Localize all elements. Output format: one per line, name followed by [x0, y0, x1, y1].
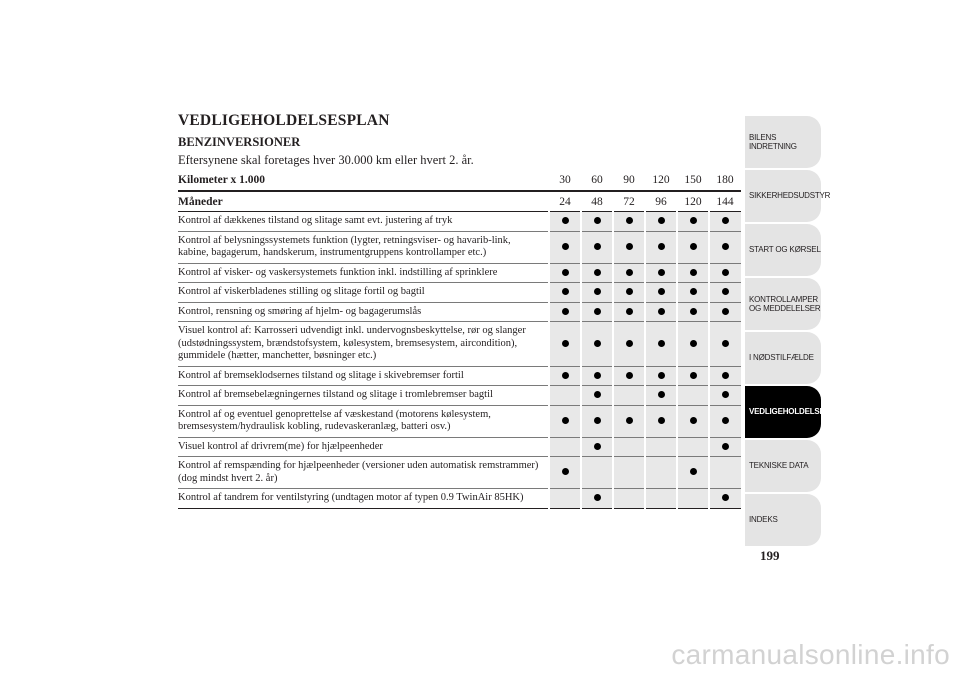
interval-cell [709, 283, 741, 303]
tab-chapter[interactable]: BILENS INDRETNING [745, 116, 821, 168]
header-row-kilometers [178, 173, 741, 191]
check-dot-icon [562, 243, 569, 250]
interval-cell [645, 457, 677, 489]
check-dot-icon [562, 288, 569, 295]
interval-cell [549, 263, 581, 283]
header-month-value: 96 [645, 191, 677, 212]
check-dot-icon [562, 269, 569, 276]
interval-cell [581, 302, 613, 322]
check-dot-icon [594, 372, 601, 379]
interval-cell [677, 437, 709, 457]
interval-cell [581, 489, 613, 509]
header-month-value: 48 [581, 191, 613, 212]
check-dot-icon [626, 417, 633, 424]
header-month-value: 24 [549, 191, 581, 212]
interval-cell [709, 322, 741, 367]
check-dot-icon [626, 288, 633, 295]
tab-chapter[interactable]: START OG KØRSEL [745, 224, 821, 276]
maintenance-table [178, 173, 741, 509]
interval-cell [709, 212, 741, 232]
intro-text: Eftersynene skal foretages hver 30.000 km eller hvert 2. år. [178, 153, 474, 167]
section-subtitle: BENZINVERSIONER [178, 135, 301, 149]
check-dot-icon [626, 243, 633, 250]
task-label: Kontrol af visker- og vaskersystemets funktion inkl. indstilling af sprinklere [178, 263, 549, 283]
check-dot-icon [690, 288, 697, 295]
check-dot-icon [594, 269, 601, 276]
interval-cell [709, 263, 741, 283]
page-number: 199 [760, 548, 780, 563]
check-dot-icon [658, 288, 665, 295]
check-dot-icon [626, 308, 633, 315]
interval-cell [581, 322, 613, 367]
check-dot-icon [722, 372, 729, 379]
check-dot-icon [594, 288, 601, 295]
table-row [178, 212, 741, 232]
check-dot-icon [690, 269, 697, 276]
interval-cell [549, 231, 581, 263]
header-km-value: 150 [677, 173, 709, 191]
interval-cell [613, 231, 645, 263]
header-km-value: 30 [549, 173, 581, 191]
interval-cell [709, 405, 741, 437]
check-dot-icon [594, 340, 601, 347]
interval-cell [677, 322, 709, 367]
tab-chapter[interactable]: KONTROLLAMPER OG MEDDELELSER [745, 278, 821, 330]
interval-cell [645, 263, 677, 283]
table-row [178, 283, 741, 303]
check-dot-icon [658, 417, 665, 424]
tab-chapter[interactable]: SIKKERHEDSUDSTYR [745, 170, 821, 222]
interval-cell [549, 457, 581, 489]
interval-cell [677, 263, 709, 283]
check-dot-icon [658, 217, 665, 224]
interval-cell [581, 366, 613, 386]
check-dot-icon [722, 288, 729, 295]
interval-cell [645, 405, 677, 437]
task-label: Kontrol af bremsebelægningernes tilstand og slitage i tromlebremser bagtil [178, 386, 549, 406]
check-dot-icon [658, 308, 665, 315]
interval-cell [613, 263, 645, 283]
task-label: Kontrol af belysningssystemets funktion (lygter, retningsviser- og havarib-link, kabine, bagagerum, handskerum, instrumentgruppens kontrollamper etc.) [178, 231, 549, 263]
interval-cell [581, 231, 613, 263]
interval-cell [677, 283, 709, 303]
header-label-months: Måneder [178, 191, 549, 212]
interval-cell [709, 489, 741, 509]
header-label-kilometers: Kilometer x 1.000 [178, 173, 549, 191]
interval-cell [645, 386, 677, 406]
tab-chapter[interactable]: TEKNISKE DATA [745, 440, 821, 492]
check-dot-icon [722, 494, 729, 501]
interval-cell [677, 212, 709, 232]
table-row [178, 322, 741, 367]
interval-cell [549, 322, 581, 367]
interval-cell [581, 457, 613, 489]
check-dot-icon [658, 243, 665, 250]
tab-chapter[interactable]: INDEKS [745, 494, 821, 546]
maintenance-plan-section [178, 112, 741, 509]
header-km-value: 60 [581, 173, 613, 191]
table-row [178, 489, 741, 509]
interval-cell [613, 457, 645, 489]
table-row [178, 231, 741, 263]
check-dot-icon [690, 372, 697, 379]
task-label: Kontrol, rensning og smøring af hjelm- og bagagerumslås [178, 302, 549, 322]
table-row [178, 437, 741, 457]
header-month-value: 144 [709, 191, 741, 212]
check-dot-icon [722, 217, 729, 224]
interval-cell [613, 283, 645, 303]
interval-cell [677, 405, 709, 437]
interval-cell [549, 489, 581, 509]
interval-cell [581, 212, 613, 232]
check-dot-icon [626, 217, 633, 224]
check-dot-icon [594, 494, 601, 501]
interval-cell [709, 302, 741, 322]
interval-cell [613, 322, 645, 367]
check-dot-icon [562, 217, 569, 224]
interval-cell [709, 366, 741, 386]
interval-cell [549, 437, 581, 457]
interval-cell [677, 457, 709, 489]
interval-cell [709, 231, 741, 263]
tab-chapter[interactable]: VEDLIGEHOLDELSE [745, 386, 821, 438]
table-row [178, 302, 741, 322]
check-dot-icon [690, 243, 697, 250]
interval-cell [645, 212, 677, 232]
check-dot-icon [594, 443, 601, 450]
interval-cell [549, 212, 581, 232]
table-row [178, 386, 741, 406]
interval-cell [549, 366, 581, 386]
task-label: Kontrol af viskerbladenes stilling og slitage fortil og bagtil [178, 283, 549, 303]
task-label: Visuel kontrol af drivrem(me) for hjælpeenheder [178, 437, 549, 457]
check-dot-icon [690, 417, 697, 424]
task-label: Kontrol af remspænding for hjælpeenheder (versioner uden automatisk remstrammer) (dog mindst hvert 2. år) [178, 457, 549, 489]
check-dot-icon [594, 308, 601, 315]
check-dot-icon [722, 417, 729, 424]
header-month-value: 120 [677, 191, 709, 212]
interval-cell [581, 386, 613, 406]
check-dot-icon [690, 340, 697, 347]
interval-cell [709, 437, 741, 457]
check-dot-icon [594, 417, 601, 424]
interval-cell [613, 437, 645, 457]
check-dot-icon [594, 391, 601, 398]
interval-cell [549, 302, 581, 322]
interval-cell [613, 489, 645, 509]
check-dot-icon [722, 443, 729, 450]
check-dot-icon [690, 468, 697, 475]
check-dot-icon [626, 340, 633, 347]
check-dot-icon [658, 269, 665, 276]
task-label: Kontrol af tandrem for ventilstyring (undtagen motor af typen 0.9 TwinAir 85HK) [178, 489, 549, 509]
interval-cell [645, 366, 677, 386]
check-dot-icon [562, 417, 569, 424]
check-dot-icon [626, 269, 633, 276]
check-dot-icon [594, 217, 601, 224]
check-dot-icon [690, 308, 697, 315]
check-dot-icon [690, 217, 697, 224]
header-month-value: 72 [613, 191, 645, 212]
check-dot-icon [562, 340, 569, 347]
interval-cell [549, 405, 581, 437]
interval-cell [645, 322, 677, 367]
table-row [178, 366, 741, 386]
task-label: Visuel kontrol af: Karrosseri udvendigt inkl. undervognsbeskyttelse, rør og slanger (udstødningssystem, brændstofsystem, kølesystem, bremsesystem, aircondition), gummidele (hætter, manchetter, bøsninger etc.) [178, 322, 549, 367]
check-dot-icon [722, 269, 729, 276]
header-km-value: 180 [709, 173, 741, 191]
interval-cell [581, 283, 613, 303]
check-dot-icon [562, 308, 569, 315]
interval-cell [709, 457, 741, 489]
interval-cell [613, 386, 645, 406]
interval-cell [677, 302, 709, 322]
check-dot-icon [658, 391, 665, 398]
interval-cell [613, 212, 645, 232]
interval-cell [549, 386, 581, 406]
interval-cell [613, 405, 645, 437]
header-km-value: 120 [645, 173, 677, 191]
header-row-months [178, 191, 741, 212]
check-dot-icon [722, 243, 729, 250]
table-row [178, 263, 741, 283]
interval-cell [613, 366, 645, 386]
task-label: Kontrol af dækkenes tilstand og slitage samt evt. justering af tryk [178, 212, 549, 232]
table-row [178, 405, 741, 437]
interval-cell [645, 231, 677, 263]
interval-cell [645, 437, 677, 457]
tab-chapter[interactable]: I NØDSTILFÆLDE [745, 332, 821, 384]
interval-cell [677, 231, 709, 263]
check-dot-icon [626, 372, 633, 379]
check-dot-icon [562, 468, 569, 475]
interval-cell [645, 283, 677, 303]
check-dot-icon [722, 391, 729, 398]
interval-cell [645, 489, 677, 509]
interval-cell [581, 437, 613, 457]
interval-cell [709, 386, 741, 406]
check-dot-icon [658, 340, 665, 347]
task-label: Kontrol af og eventuel genoprettelse af væskestand (motorens kølesystem, bremsesystem/hydraulisk kobling, rudevaskeranlæg, batteri osv.) [178, 405, 549, 437]
check-dot-icon [722, 308, 729, 315]
table-row [178, 457, 741, 489]
chapter-tabs [745, 116, 831, 548]
check-dot-icon [658, 372, 665, 379]
task-label: Kontrol af bremseklodsernes tilstand og slitage i skivebremser fortil [178, 366, 549, 386]
check-dot-icon [594, 243, 601, 250]
interval-cell [613, 302, 645, 322]
interval-cell [645, 302, 677, 322]
interval-cell [581, 405, 613, 437]
check-dot-icon [562, 372, 569, 379]
interval-cell [581, 263, 613, 283]
watermark: carmanualsonline.info [671, 639, 950, 670]
check-dot-icon [722, 340, 729, 347]
interval-cell [677, 366, 709, 386]
interval-cell [677, 386, 709, 406]
header-km-value: 90 [613, 173, 645, 191]
interval-cell [549, 283, 581, 303]
page-title: VEDLIGEHOLDELSESPLAN [178, 112, 390, 129]
interval-cell [677, 489, 709, 509]
